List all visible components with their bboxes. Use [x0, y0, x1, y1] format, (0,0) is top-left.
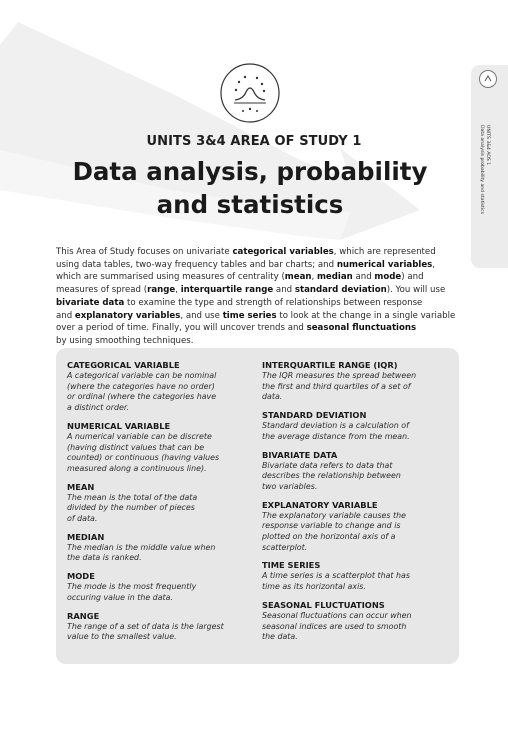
glossary-left-column: [67, 360, 255, 650]
definition-line: plotted on the horizontal axis of a: [262, 532, 396, 542]
key-term: bivariate data: [56, 297, 125, 308]
glossary-term: STANDARD DEVIATION: [262, 410, 367, 421]
definition-line: Seasonal fluctuations can occur when: [262, 610, 412, 620]
definition-line: The explanatory variable causes the: [262, 510, 406, 520]
glossary-entry: [262, 500, 452, 554]
glossary-box: [56, 348, 459, 664]
definition-line: occuring value in the data.: [67, 592, 173, 602]
glossary-definition: [262, 511, 452, 554]
key-term: median: [316, 272, 353, 283]
glossary-term: CATEGORICAL VARIABLE: [67, 360, 180, 370]
definition-line: of data.: [67, 514, 98, 524]
bell-curve-emblem-icon: [219, 62, 281, 124]
key-term: mode: [374, 272, 402, 283]
background-arrow-graphic: [0, 0, 508, 260]
glossary-definition: [67, 622, 255, 643]
definition-line: or ordinal (where the categories have: [67, 392, 217, 402]
glossary-term: SEASONAL FLUCTUATIONS: [262, 599, 385, 610]
page-title-line: and statistics: [156, 190, 344, 219]
glossary-definition: [67, 493, 255, 525]
glossary-entry: [262, 600, 452, 643]
definition-line: describes the relationship between: [262, 471, 401, 481]
glossary-definition: [262, 461, 452, 493]
intro-text: ,: [311, 272, 317, 283]
definition-line: The IQR measures the spread between: [262, 371, 417, 380]
intro-paragraph: [56, 246, 456, 348]
intro-text: ,: [175, 285, 181, 296]
glossary-entry: [262, 560, 452, 592]
side-tab: [471, 65, 508, 268]
glossary-term: MODE: [67, 571, 95, 582]
glossary-term: MEAN: [67, 481, 95, 492]
definition-line: The median is the middle value when: [67, 542, 216, 552]
intro-text: This Area of Study focuses on univariate: [56, 247, 233, 257]
intro-text: over a period of time. Finally, you will uncover trends and: [56, 323, 307, 334]
key-term: time series: [222, 310, 277, 321]
definition-line: data.: [262, 392, 283, 402]
intro-text: measures of spread (: [56, 285, 148, 296]
key-term: numerical variables: [336, 259, 433, 270]
glossary-term: INTERQUARTILE RANGE (IQR): [262, 360, 398, 370]
key-term: interquartile range: [180, 285, 274, 296]
definition-line: The mean is the total of the data: [67, 492, 198, 502]
definition-line: A time series is a scatterplot that has: [262, 571, 410, 581]
definition-line: (where the categories have no order): [67, 381, 215, 391]
intro-text: by using smoothing techniques.: [56, 335, 194, 346]
glossary-entry: [67, 421, 255, 475]
glossary-definition: [67, 371, 255, 414]
definition-line: value to the smallest value.: [67, 632, 177, 642]
unit-title: UNITS 3&4 AREA OF STUDY 1: [146, 134, 362, 149]
definition-line: The mode is the most frequently: [67, 582, 197, 592]
glossary-entry: [67, 482, 255, 525]
key-term: range: [147, 285, 176, 296]
intro-line: [56, 284, 456, 297]
glossary-right-column: [262, 360, 452, 650]
definition-line: The range of a set of data is the largest: [67, 621, 224, 631]
definition-line: A categorical variable can be nominal: [67, 371, 217, 380]
glossary-term: NUMERICAL VARIABLE: [67, 420, 171, 431]
glossary-definition: [67, 543, 255, 564]
glossary-term: BIVARIATE DATA: [262, 449, 338, 460]
page-title: [60, 155, 440, 221]
intro-line: [56, 297, 456, 310]
glossary-entry: [67, 532, 255, 564]
definition-line: Standard deviation is a calculation of: [262, 421, 409, 431]
definition-line: the data.: [262, 632, 298, 642]
intro-text: and: [56, 310, 75, 321]
intro-text: using data tables, two-way frequency tables and bar charts; and: [56, 259, 337, 270]
glossary-entry: [262, 360, 452, 403]
key-term: seasonal flunctuations: [306, 323, 417, 334]
glossary-entry: [67, 360, 255, 414]
intro-text: ). You will use: [386, 285, 446, 296]
glossary-term: TIME SERIES: [262, 560, 321, 571]
definition-line: measured along a continuous line).: [67, 463, 207, 473]
intro-text: ) and: [401, 272, 424, 283]
intro-line: [56, 335, 456, 348]
glossary-definition: [67, 432, 255, 475]
definition-line: (having distinct values that can be: [67, 442, 205, 452]
key-term: categorical variables: [232, 247, 334, 257]
definition-line: scatterplot.: [262, 542, 308, 552]
glossary-entry: [67, 571, 255, 603]
definition-line: seasonal indices are used to smooth: [262, 621, 407, 631]
glossary-entry: [262, 410, 452, 442]
side-tab-line: UNITS 3&4 AOS 1: [485, 125, 490, 166]
intro-line: [56, 259, 456, 272]
definition-line: response variable to change and is: [262, 521, 401, 531]
definition-line: the data is ranked.: [67, 553, 142, 563]
glossary-definition: [67, 582, 255, 603]
intro-line: [56, 246, 456, 259]
definition-line: two variables.: [262, 481, 318, 491]
key-term: explanatory variables: [74, 310, 181, 321]
intro-text: to examine the type and strength of relationships between response: [124, 297, 423, 308]
definition-line: Bivariate data refers to data that: [262, 460, 393, 470]
side-tab-arrow-icon: [479, 70, 497, 88]
definition-line: the first and third quartiles of a set of: [262, 381, 411, 391]
page-title-line: Data analysis, probability: [72, 157, 428, 186]
definition-line: counted) or continuous (having values: [67, 453, 220, 463]
intro-line: [56, 322, 456, 335]
glossary-entry: [262, 450, 452, 493]
definition-line: a distinct order.: [67, 403, 129, 413]
intro-text: which are summarised using measures of centrality (: [56, 272, 285, 283]
glossary-definition: [262, 371, 452, 403]
intro-text: , and use: [180, 310, 223, 321]
intro-text: and: [352, 272, 375, 283]
definition-line: A numerical variable can be discrete: [67, 431, 212, 441]
definition-line: divided by the number of pieces: [67, 503, 195, 513]
definition-line: the average distance from the mean.: [262, 431, 410, 441]
definition-line: time as its horizontal axis.: [262, 582, 366, 592]
intro-text: , which are represented: [333, 247, 436, 257]
side-tab-line: Data analysis probability and statistics: [479, 125, 484, 215]
key-term: mean: [284, 272, 312, 283]
glossary-definition: [262, 611, 452, 643]
glossary-definition: [262, 421, 452, 442]
intro-text: to look at the change in a single variable: [276, 310, 456, 321]
glossary-term: EXPLANATORY VARIABLE: [262, 499, 378, 510]
key-term: standard deviation: [294, 285, 387, 296]
intro-text: ,: [432, 259, 436, 270]
intro-text: and: [273, 285, 295, 296]
intro-line: [56, 271, 456, 284]
glossary-entry: [67, 611, 255, 643]
glossary-term: MEDIAN: [67, 531, 105, 542]
glossary-definition: [262, 571, 452, 592]
intro-line: [56, 310, 456, 323]
glossary-term: RANGE: [67, 610, 100, 621]
